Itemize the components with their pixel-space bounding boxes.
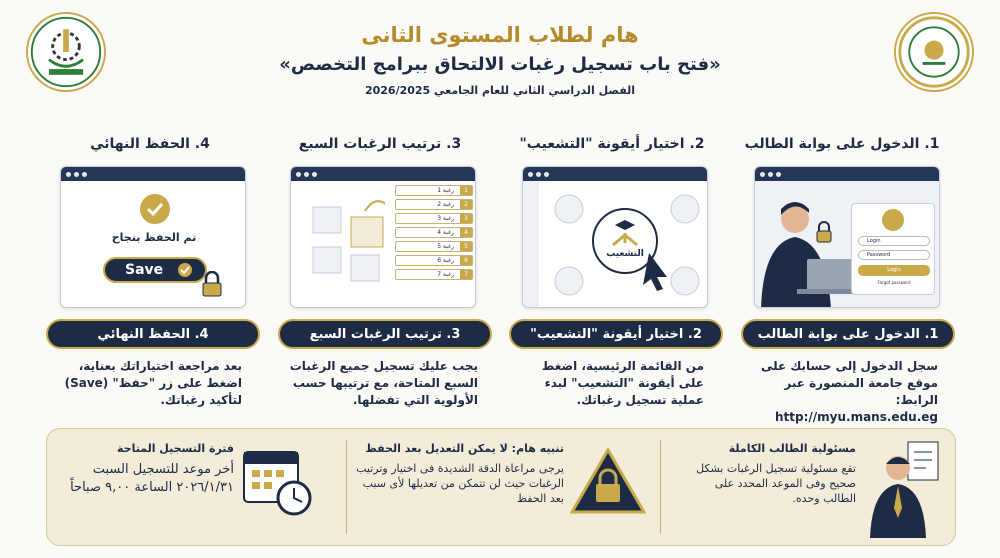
calendar-clock-icon [240,444,316,520]
step-1-description: سجل الدخول إلى حسابك على موقع جامعة المنصورة عبر الرابط: http://myu.mans.edu.eg [748,358,938,426]
saved-message: تم الحفظ بنجاح [111,231,197,244]
page-header [0,22,1000,97]
warning-body: يرجى مراعاة الدقة الشديدة فى اختيار وترتيب الرغبات حيث لن تتمكن من تعديلها لأى سبب بعد الحفظ [356,462,564,505]
university-small-logo [882,209,904,231]
password-field[interactable]: Password [858,250,930,260]
rank-item[interactable]: 6 رغبة 6 [395,255,473,266]
semester-line: الفصل الدراسي الثاني للعام الجامعي 2026/2025 [364,84,636,97]
step-4-description: بعد مراجعة اختياراتك بعناية، اضغط على زر "حفظ" (Save) لتأكيد رغباتك. [64,359,242,407]
step-1-title: 1. الدخول على بوابة الطالب [744,136,940,152]
menu-icons-grid [539,181,708,308]
step-4-title: 4. الحفظ النهائي [90,136,210,152]
step-3-description: يجب عليك تسجيل جميع الرغبات السبع المتاحة، مع ترتيبها حسب الأولوية التي تفضلها. [289,359,478,407]
program-icons [295,197,385,287]
save-illustration [60,166,246,308]
divider [660,440,661,534]
page-subtitle: «فتح باب تسجيل رغبات الالتحاق ببرامج التخصص» [279,54,721,75]
login-field[interactable]: Login [858,236,930,246]
check-circle-icon [139,193,171,225]
lock-icon [201,271,223,297]
divider [346,440,347,534]
lock-icon [815,221,833,243]
save-button-label: Save [125,262,164,278]
responsibility-title: مسئولية الطالب الكاملة [728,442,856,455]
rank-item[interactable]: 4 رغبة 4 [395,227,473,238]
rank-item[interactable]: 5 رغبة 5 [395,241,473,252]
period-note [56,442,234,497]
step-3-pill: 3. ترتيب الرغبات السبع [278,319,492,349]
warning-lock-icon [570,446,646,516]
responsibility-body: تقع مسئولية تسجيل الرغبات بشكل صحيح وفى الموعد المحدد على الطالب وحده. [696,462,856,505]
tashaeeb-icon-label[interactable]: التشعيب [606,249,644,259]
responsibility-note [684,442,856,506]
main-menu-illustration [522,166,708,308]
check-icon [177,262,193,278]
step-3-title: 3. ترتيب الرغبات السبع [298,136,462,152]
ranking-illustration [290,166,476,308]
side-menu [523,181,539,308]
login-screen-illustration [754,166,940,308]
forgot-password-link[interactable]: Forgot password [877,280,911,285]
period-body: أخر موعد للتسجيل السبت ٢٠٢٦/١/٣١ الساعة ٩,٠٠ صباحاً [70,462,234,495]
rank-item[interactable]: 7 رغبة 7 [395,269,473,280]
step-2-description: من القائمة الرئيسية، اضغط على أيقونة "التشعيب" لبدء عملية تسجيل رغباتك. [541,359,704,407]
page-title: هام لطلاب المستوى الثانى [361,23,639,47]
period-title: فترة التسجيل المتاحة [116,442,234,455]
login-card [851,203,935,295]
step-4-pill: 4. الحفظ النهائي [46,319,260,349]
rank-item[interactable]: 3 رغبة 3 [395,213,473,224]
rank-list [395,185,473,283]
rank-item[interactable]: 1 رغبة 1 [395,185,473,196]
portal-link[interactable]: http://myu.mans.edu.eg [774,410,938,424]
rank-item[interactable]: 2 رغبة 2 [395,199,473,210]
warning-note [356,442,564,506]
save-button[interactable] [103,257,207,283]
login-button[interactable]: Login [858,265,930,276]
step-2-pill: 2. اختيار أيقونة "التشعيب" [509,319,723,349]
step-1-pill: 1. الدخول على بوابة الطالب [741,319,955,349]
step-2-title: 2. اختيار أيقونة "التشعيب" [519,136,705,152]
warning-title: تنبيه هام: لا يمكن التعديل بعد الحفظ [365,442,564,455]
student-icon [864,438,944,538]
